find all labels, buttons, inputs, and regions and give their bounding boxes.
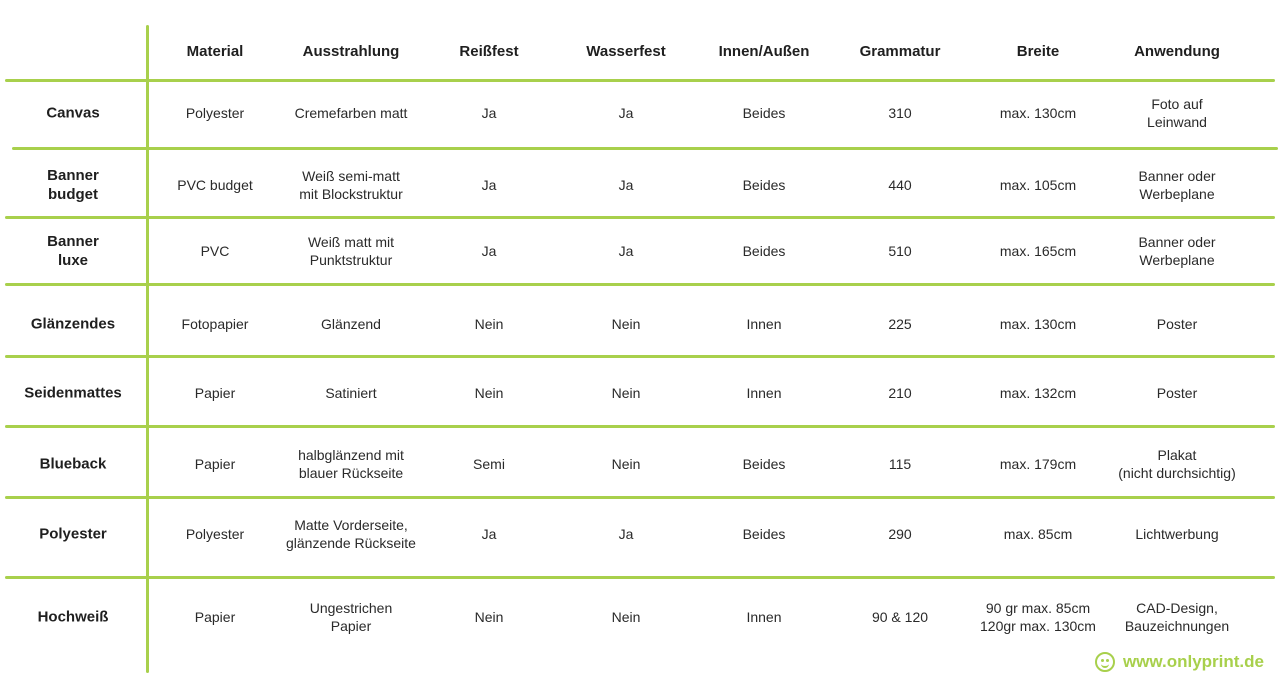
table-cell: max. 130cm [999,316,1077,332]
table-cell: max. 179cm [999,456,1077,472]
row-divider [5,283,1275,286]
table-cell: Satiniert [325,385,377,401]
brand-url: www.onlyprint.de [1122,652,1264,671]
table-cell: 90 gr max. 85cm 120gr max. 130cm [980,600,1096,634]
column-header: Ausstrahlung [302,43,400,60]
table-cell: 210 [888,385,912,401]
table-cell: PVC [200,243,230,259]
row-divider [5,216,1275,219]
table-cell: Plakat (nicht durchsichtig) [1118,447,1236,481]
table-cell: Glänzend [321,316,381,332]
table-cell: Nein [474,316,504,332]
table-cell: Ja [481,105,497,121]
table-cell: Innen [746,609,782,625]
table-cell: Ja [481,243,497,259]
table-cell: 115 [888,456,912,472]
table-cell: Weiß semi-matt mit Blockstruktur [299,168,403,202]
table-cell: halbglänzend mit blauer Rückseite [298,447,404,481]
table-cell: Ja [481,177,497,193]
table-cell: Ja [618,526,634,542]
table-cell: Nein [474,609,504,625]
table-cell: Matte Vorderseite, glänzende Rückseite [286,517,416,551]
column-header: Anwendung [1134,43,1220,60]
table-cell: Innen [746,385,782,401]
table-cell: Beides [742,105,786,121]
table-cell: 440 [888,177,912,193]
table-cell: Papier [194,456,236,472]
table-cell: max. 165cm [999,243,1077,259]
table-cell: Papier [194,609,236,625]
row-divider [5,496,1275,499]
table-cell: Beides [742,243,786,259]
table-cell: Beides [742,526,786,542]
table-cell: Ja [618,243,634,259]
row-divider [5,425,1275,428]
column-header: Wasserfest [586,43,666,60]
column-header: Grammatur [859,43,941,60]
table-cell: Nein [611,385,641,401]
table-cell: Beides [742,456,786,472]
table-cell: Lichtwerbung [1135,526,1219,542]
table-cell: Ja [618,177,634,193]
table-cell: max. 130cm [999,105,1077,121]
row-divider [5,355,1275,358]
table-cell: 225 [888,316,912,332]
table-cell: max. 105cm [999,177,1077,193]
table-cell: max. 132cm [999,385,1077,401]
row-label: Banner luxe [47,233,99,269]
table-cell: 310 [888,105,912,121]
table-cell: Ungestrichen Papier [309,600,393,634]
table-cell: Semi [473,456,505,472]
table-cell: Ja [618,105,634,121]
table-cell: Foto auf Leinwand [1147,96,1207,130]
table-cell: Poster [1156,316,1198,332]
row-label: Banner budget [47,167,99,203]
table-cell: CAD-Design, Bauzeichnungen [1124,600,1230,634]
table-cell: Nein [611,316,641,332]
row-label: Polyester [39,525,107,543]
smiley-icon [1095,652,1115,672]
row-divider [5,576,1275,579]
table-cell: Innen [746,316,782,332]
table-cell: Beides [742,177,786,193]
table-cell: 290 [888,526,912,542]
table-cell: Papier [194,385,236,401]
table-cell: Banner oder Werbeplane [1138,234,1216,268]
row-label: Blueback [39,455,107,473]
table-cell: Cremefarben matt [294,105,408,121]
column-header: Innen/Außen [718,43,810,60]
table-cell: 510 [888,243,912,259]
table-cell: Banner oder Werbeplane [1138,168,1216,202]
table-cell: Nein [611,456,641,472]
table-cell: Polyester [185,526,245,542]
table-cell: PVC budget [177,177,253,193]
table-cell: Nein [611,609,641,625]
column-header: Material [186,43,244,60]
row-label: Seidenmattes [24,384,122,402]
table-cell: 90 & 120 [871,609,929,625]
table-cell: Poster [1156,385,1198,401]
column-header: Reißfest [459,43,519,60]
table-cell: Weiß matt mit Punktstruktur [307,234,395,268]
table-cell: Polyester [185,105,245,121]
column-header: Breite [1016,43,1060,60]
row-divider [12,147,1278,150]
row-label: Canvas [46,104,100,122]
brand-logo[interactable] [1095,652,1264,672]
row-divider [5,79,1275,82]
table-cell: Fotopapier [181,316,249,332]
row-label: Glänzendes [30,315,116,333]
table-cell: Ja [481,526,497,542]
table-cell: max. 85cm [1003,526,1073,542]
row-label: Hochweiß [37,608,109,626]
table-cell: Nein [474,385,504,401]
